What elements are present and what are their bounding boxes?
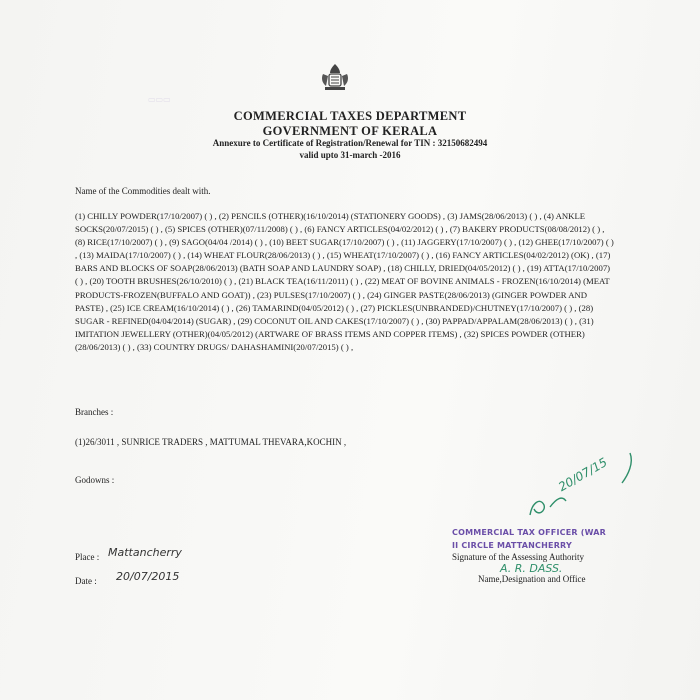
name-designation-label: Name,Designation and Office xyxy=(478,574,586,584)
green-handwritten-date: 20/07/15 xyxy=(556,455,610,495)
faint-stamp-mark: ▭▭▭ xyxy=(148,95,171,104)
kerala-emblem-icon xyxy=(318,62,352,92)
branch-item: (1)26/3011 , SUNRICE TRADERS , MATTUMAL THEVARA,KOCHIN , xyxy=(75,437,347,447)
green-handwritten-name: A. R. DASS. xyxy=(500,562,563,575)
officer-stamp-line2: II CIRCLE MATTANCHERRY xyxy=(452,541,572,550)
place-handwritten: Mattancherry xyxy=(108,546,182,559)
government-title: GOVERNMENT OF KERALA xyxy=(262,124,438,138)
validity-line: valid upto 31-march -2016 xyxy=(299,150,401,160)
commodities-list: (1) CHILLY POWDER(17/10/2007) ( ) , (2) PENCILS (OTHER)(16/10/2014) (STATIONERY GOODS) , (3) JAMS(28/06/2013) ( ) , (4) ANKLE SOCKS(20/07/2015) ( ) , (5) SPICES (OTHER)(07/11/2008) ( ) , (6) FANCY ARTICLES(04/02/2012) ( ) , (7) BAKERY PRODUCTS(08/08/2012) ( ) , (8) RICE(17/10/2007) ( ) , (9) SAGO(04/04 /2014) ( ) , (10) BEET SUGAR(17/10/2007) ( ) , (11) JAGGERY(17/10/2007) ( ) , (12) GHEE(17/10/2007) ( ) , (13) MAIDA(17/10/2007) ( ) , (14) WHEAT FLOUR(28/06/2013) ( ) , (15) WHEAT(17/10/2007) ( ) , (16) FANCY ARTICLES(04/02/2012) (OK) , (17) BARS AND BLOCKS OF SOAP(28/06/2013) (BATH SOAP AND LAUNDRY SOAP) , (18) CHILLY, DRIED(04/05/2012) ( ) , (19) ATTA(17/10/2007) ( ) , (20) TOOTH BRUSHES(26/10/2010) ( ) , (21) BLACK TEA(16/11/2011) ( ) , (22) MEAT OF BOVINE ANIMALS - FROZEN(16/10/2014) (MEAT PRODUCTS-FROZEN(BUFFALO AND GOAT)) , (23) PULSES(17/10/2007) ( ) , (24) GINGER PASTE(28/06/2013) (GINGER POWDER AND PASTE) , (25) ICE CREAM(16/10/2014) ( ) , (26) TAMARIND(04/05/2012) ( ) , (27) PICKLES(UNBRANDED)/CHUTNEY(17/10/2007) ( ) , (28) SUGAR - REFINED(04/04/2014) (SUGAR) , (29) COCONUT OIL AND CAKES(17/10/2007) ( ) , (30) PAPPAD/APPALAM(28/06/2013) ( ) , (31) IMITATION JEWELLERY (OTHER)(04/05/2012) (ARTWARE OF BRASS ITEMS AND COPPER ITEMS) , (32) SPICES POWDER (OTHER)(28/06/2013) ( ) , (33) COUNTRY DRUGS/ DAHASHAMINI(20/07/2015) ( ) , xyxy=(75,211,614,352)
date-label: Date : xyxy=(75,576,97,586)
place-label: Place : xyxy=(75,552,100,562)
officer-stamp-line1: COMMERCIAL TAX OFFICER (WAR xyxy=(452,528,606,537)
godowns-label: Godowns : xyxy=(75,475,115,485)
branches-label: Branches : xyxy=(75,407,114,417)
commodities-label: Name of the Commodities dealt with. xyxy=(75,186,211,196)
green-signature-scribble-icon xyxy=(510,445,650,525)
department-title: COMMERCIAL TAXES DEPARTMENT xyxy=(233,109,467,123)
annexure-line: Annexure to Certificate of Registration/Renewal for TIN : 32150682494 xyxy=(212,138,488,148)
signature-label: Signature of the Assessing Authority xyxy=(452,552,584,562)
date-handwritten: 20/07/2015 xyxy=(116,570,180,583)
